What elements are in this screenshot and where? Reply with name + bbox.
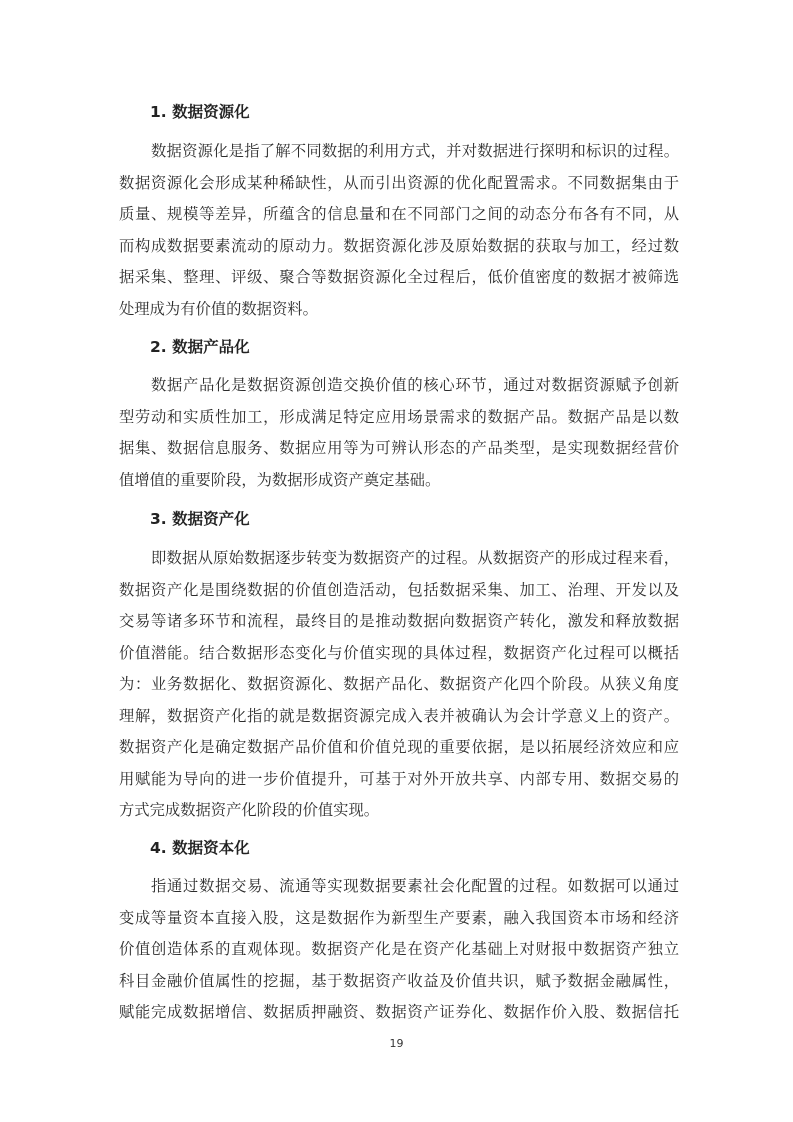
paragraph-line: 为：业务数据化、数据资源化、数据产品化、数据资产化四个阶段。从狭义角度 (119, 675, 679, 693)
paragraph-line: 而构成数据要素流动的原动力。数据资源化涉及原始数据的获取与加工，经过数 (119, 236, 679, 255)
paragraph-line: 处理成为有价值的数据资料。 (119, 299, 318, 318)
paragraph-line: 交易等诸多环节和流程，最终目的是推动数据向数据资产转化，激发和释放数据 (119, 612, 679, 630)
paragraph-line: 数据资源化是指了解不同数据的利用方式，并对数据进行探明和标识的过程。 (151, 142, 679, 160)
section-paragraph-4 (119, 871, 679, 1029)
paragraph-line: 质量、规模等差异，所蕴含的信息量和在不同部门之间的动态分布各有不同，从 (119, 205, 679, 223)
paragraph-line: 据采集、整理、评级、聚合等数据资源化全过程后，低价值密度的数据才被筛选 (119, 268, 679, 286)
paragraph-line: 数据产品化是数据资源创造交换价值的核心环节，通过对数据资源赋予创新 (151, 376, 679, 394)
paragraph-line: 价值潜能。结合数据形态变化与价值实现的具体过程，数据资产化过程可以概括 (119, 643, 679, 662)
paragraph-line: 值增值的重要阶段，为数据形成资产奠定基础。 (119, 470, 441, 489)
paragraph-line: 数据资产化是确定数据产品价值和价值兑现的重要依据，是以拓展经济效应和应 (119, 738, 679, 756)
paragraph-line: 数据资产化是围绕数据的价值创造活动，包括数据采集、加工、治理、开发以及 (119, 580, 679, 599)
paragraph-line: 科目金融价值属性的挖掘，基于数据资产收益及价值共识，赋予数据金融属性， (119, 971, 679, 990)
paragraph-line: 用赋能为导向的进一步价值提升，可基于对外开放共享、内部专用、数据交易的 (119, 769, 679, 788)
paragraph-line: 赋能完成数据增信、数据质押融资、数据资产证券化、数据作价入股、数据信托 (119, 1003, 679, 1021)
section-paragraph-3 (119, 543, 679, 827)
paragraph-line: 据集、数据信息服务、数据应用等为可辨认形态的产品类型，是实现数据经营价 (119, 439, 679, 457)
paragraph-line: 指通过数据交易、流通等实现数据要素社会化配置的过程。如数据可以通过 (151, 877, 679, 895)
page-number: 19 (389, 1037, 404, 1050)
section-heading-1: 1. 数据资源化 (150, 103, 250, 121)
section-heading-3: 3. 数据资产化 (150, 510, 250, 528)
paragraph-line: 理解，数据资产化指的就是数据资源完成入表并被确认为会计学意义上的资产。 (119, 706, 679, 725)
section-paragraph-2 (119, 370, 679, 496)
paragraph-line: 数据资源化会形成某种稀缺性，从而引出资源的优化配置需求。不同数据集由于 (119, 173, 679, 192)
section-paragraph-1 (119, 136, 679, 325)
paragraph-line: 型劳动和实质性加工，形成满足特定应用场景需求的数据产品。数据产品是以数 (119, 407, 679, 426)
section-heading-4: 4. 数据资本化 (150, 839, 250, 857)
section-heading-2: 2. 数据产品化 (150, 338, 250, 356)
paragraph-line: 变成等量资本直接入股，这是数据作为新型生产要素，融入我国资本市场和经济 (119, 908, 679, 927)
paragraph-line: 即数据从原始数据逐步转变为数据资产的过程。从数据资产的形成过程来看， (151, 549, 679, 567)
paragraph-line: 方式完成数据资产化阶段的价值实现。 (119, 801, 380, 819)
paragraph-line: 价值创造体系的直观体现。数据资产化是在资产化基础上对财报中数据资产独立 (119, 940, 679, 958)
